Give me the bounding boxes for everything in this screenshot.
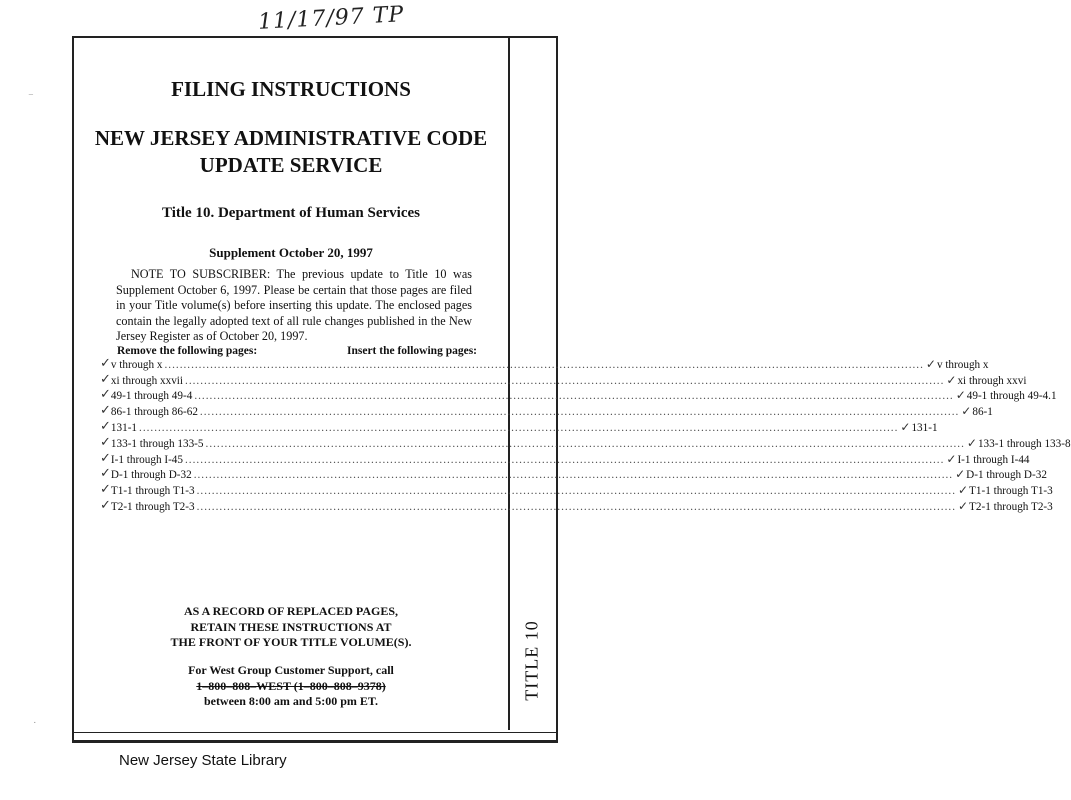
check-mark-icon: ✓ [957,483,969,498]
remove-pages-header: Remove the following pages: [117,345,258,357]
page-row [100,466,1047,482]
library-stamp: New Jersey State Library [119,752,287,769]
page-row [100,418,938,434]
customer-support-info [80,663,502,710]
support-phone: 1–800–808–WEST (1–800–808–9378) [196,678,386,693]
support-hours: between 8:00 am and 5:00 pm ET. [203,694,379,708]
page-row [100,387,1057,403]
check-mark-icon: ✓ [966,435,977,450]
page-row [100,434,1071,450]
support-line: For West Group Customer Support, call [188,663,394,677]
remove-page-range: 133-1 through 133-5 [110,437,204,450]
check-mark-icon: ✓ [100,355,111,371]
remove-page-range: D-1 through D-32 [110,469,192,482]
retain-line: AS A RECORD OF REPLACED PAGES, [183,604,399,618]
remove-page-range: v through x [110,358,163,371]
leader-dots: ........................................................................................................................................................................................................ [185,374,945,387]
retain-line: THE FRONT OF YOUR TITLE VOLUME(S). [170,635,412,649]
insert-page-range: 131-1 [911,421,938,434]
remove-page-range: 131-1 [110,421,138,434]
check-mark-icon: ✓ [100,371,111,387]
filing-instructions-heading: FILING INSTRUCTIONS [171,77,411,101]
page-replacement-list [100,355,1071,513]
check-mark-icon: ✓ [961,404,972,419]
leader-dots: ........................................................................................................................................................................................................ [164,358,924,371]
check-mark-icon: ✓ [100,482,111,498]
leader-dots: ........................................................................................................................................................................................................ [205,437,965,450]
check-mark-icon: ✓ [946,372,957,387]
check-mark-icon: ✓ [100,403,111,419]
page-frame-bottom-rule [72,732,558,733]
insert-pages-header: Insert the following pages: [347,345,478,357]
handwritten-date-note: 11/17/97 TP [257,2,405,35]
leader-dots: ........................................................................................................................................................................................................ [194,390,954,403]
title-tab [512,620,552,700]
check-mark-icon: ✓ [925,356,936,371]
leader-dots: ........................................................................................................................................................................................................ [199,406,960,419]
retain-instructions [80,604,502,651]
insert-page-range: D-1 through D-32 [966,469,1047,482]
remove-page-range: T2-1 through T2-3 [110,500,195,513]
insert-page-range: v through x [936,358,989,371]
check-mark-icon: ✓ [955,467,966,482]
title-tab-label: TITLE 10 [521,619,542,701]
subscriber-note: NOTE TO SUBSCRIBER: The previous update to Title 10 was Supplement October 6, 1997. Please be certain that those pages are filed in your Title volume(s) before inserting this update. The enclosed pages contain the legally adopted text of all rule changes published in the New Jersey Register as of October 20, 1997. [116,267,472,344]
leader-dots: ........................................................................................................................................................................................................ [193,469,954,482]
check-mark-icon: ✓ [955,388,966,403]
margin-speck: ˙ [32,720,38,733]
leader-dots: ........................................................................................................................................................................................................ [196,485,956,498]
page-row [100,402,993,419]
insert-page-range: T1-1 through T1-3 [969,485,1053,498]
remove-page-range: 86-1 through 86-62 [110,406,198,419]
insert-page-range: T2-1 through T2-3 [969,500,1053,513]
check-mark-icon: ✓ [100,497,111,513]
check-mark-icon: ✓ [900,419,911,434]
retain-line: RETAIN THESE INSTRUCTIONS AT [190,619,392,634]
remove-page-range: I-1 through I-45 [110,453,183,466]
check-mark-icon: ✓ [957,498,969,513]
insert-page-range: xi through xxvi [957,374,1027,387]
leader-dots: ........................................................................................................................................................................................................ [196,500,956,513]
check-mark-icon: ✓ [100,387,111,403]
remove-page-range: 49-1 through 49-4 [110,390,193,403]
margin-speck: ⁻ [28,90,34,103]
insert-page-range: 49-1 through 49-4.1 [966,390,1057,403]
insert-page-range: I-1 through I-44 [957,453,1030,466]
code-title-line2: UPDATE SERVICE [199,153,383,177]
check-mark-icon: ✓ [100,418,111,434]
check-mark-icon: ✓ [100,466,111,482]
remove-page-range: xi through xxvii [110,374,184,387]
insert-page-range: 133-1 through 133-8 [977,437,1071,450]
check-mark-icon: ✓ [946,451,957,466]
code-title-line1: NEW JERSEY ADMINISTRATIVE CODE [94,126,488,150]
remove-page-range: T1-1 through T1-3 [110,485,195,498]
supplement-date: Supplement October 20, 1997 [209,245,373,260]
insert-page-range: 86-1 [972,406,993,419]
page-row [100,371,1027,387]
page-row [100,450,1030,466]
leader-dots: ........................................................................................................................................................................................................ [185,453,945,466]
leader-dots: ........................................................................................................................................................................................................ [139,421,899,434]
page-row [100,481,1053,498]
check-mark-icon: ✓ [100,450,111,466]
title-subject: Title 10. Department of Human Services [161,205,421,221]
page-row [100,497,1053,513]
check-mark-icon: ✓ [100,434,111,450]
page-row [100,355,989,371]
